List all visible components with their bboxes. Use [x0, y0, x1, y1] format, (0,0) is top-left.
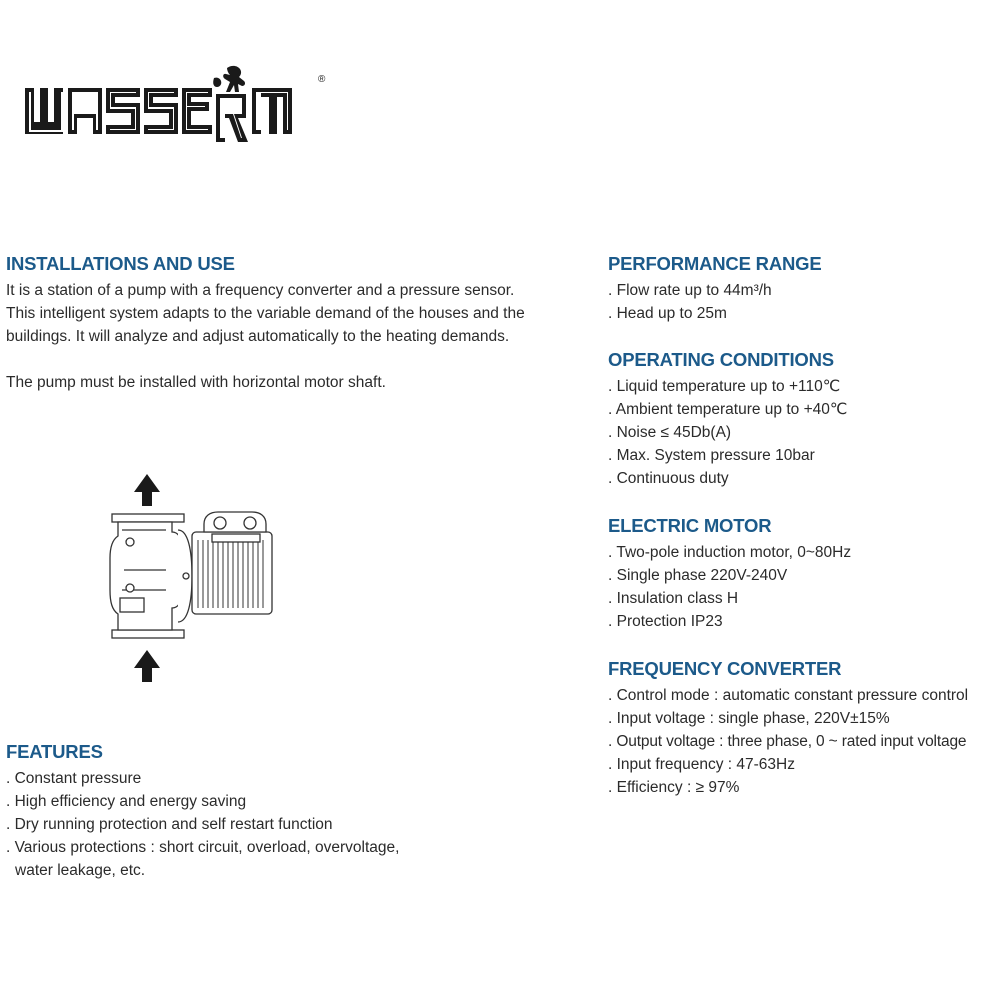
installations-title: INSTALLATIONS AND USE: [6, 253, 235, 274]
performance-list: [608, 279, 998, 325]
list-item: . Various protections : short circuit, overload, overvoltage, water leakage, etc.: [6, 839, 400, 879]
performance-section: [608, 252, 998, 325]
list-item: . Constant pressure: [6, 770, 142, 787]
list-item: . Single phase 220V-240V: [608, 567, 788, 584]
list-item: . Flow rate up to 44m³/h: [608, 282, 772, 299]
arrow-up-icon: [134, 650, 160, 682]
list-item: . Ambient temperature up to +40℃: [608, 401, 848, 418]
list-item: . Protection IP23: [608, 613, 723, 630]
list-item: . Dry running protection and self restart function: [6, 816, 333, 833]
installations-section: [6, 252, 566, 394]
list-item: . Control mode : automatic constant pressure control: [608, 687, 969, 704]
installations-note: The pump must be installed with horizontal motor shaft.: [6, 374, 386, 391]
list-item: . Input voltage : single phase, 220V±15%: [608, 710, 890, 727]
list-item: . Head up to 25m: [608, 305, 727, 322]
list-item: . High efficiency and energy saving: [6, 793, 247, 810]
features-section: [6, 740, 436, 882]
operating-title: OPERATING CONDITIONS: [608, 349, 834, 370]
installations-paragraph: It is a station of a pump with a frequency converter and a pressure sensor. This intelligent system adapts to the variable demand of the houses and the buildings. It will analyze and adjust automatically to the heating demands.: [6, 282, 525, 345]
pump-illustration: [100, 470, 290, 686]
converter-title: FREQUENCY CONVERTER: [608, 658, 842, 679]
pump-diagram-icon: [100, 470, 290, 686]
list-item: . Input frequency : 47-63Hz: [608, 756, 795, 773]
features-list: [6, 767, 436, 882]
motor-section: [608, 514, 998, 633]
arrow-up-icon: [134, 474, 160, 506]
operating-section: [608, 348, 998, 490]
registered-mark: ®: [318, 74, 326, 85]
brand-logo: [22, 64, 332, 144]
motor-title: ELECTRIC MOTOR: [608, 515, 772, 536]
list-item: . Output voltage : three phase, 0 ~ rated input voltage: [608, 733, 967, 750]
list-item: . Efficiency : ≥ 97%: [608, 779, 740, 796]
motor-list: [608, 541, 998, 633]
list-item: . Max. System pressure 10bar: [608, 447, 815, 464]
list-item: . Liquid temperature up to +110℃: [608, 378, 841, 395]
converter-section: [608, 657, 998, 799]
features-title: FEATURES: [6, 741, 103, 762]
converter-list: [608, 684, 998, 799]
performance-title: PERFORMANCE RANGE: [608, 253, 822, 274]
list-item: . Noise ≤ 45Db(A): [608, 424, 732, 441]
list-item: . Insulation class H: [608, 590, 739, 607]
list-item: . Continuous duty: [608, 470, 729, 487]
operating-list: [608, 375, 998, 490]
wassermann-logo-icon: [22, 64, 332, 144]
list-item: . Two-pole induction motor, 0~80Hz: [608, 544, 852, 561]
